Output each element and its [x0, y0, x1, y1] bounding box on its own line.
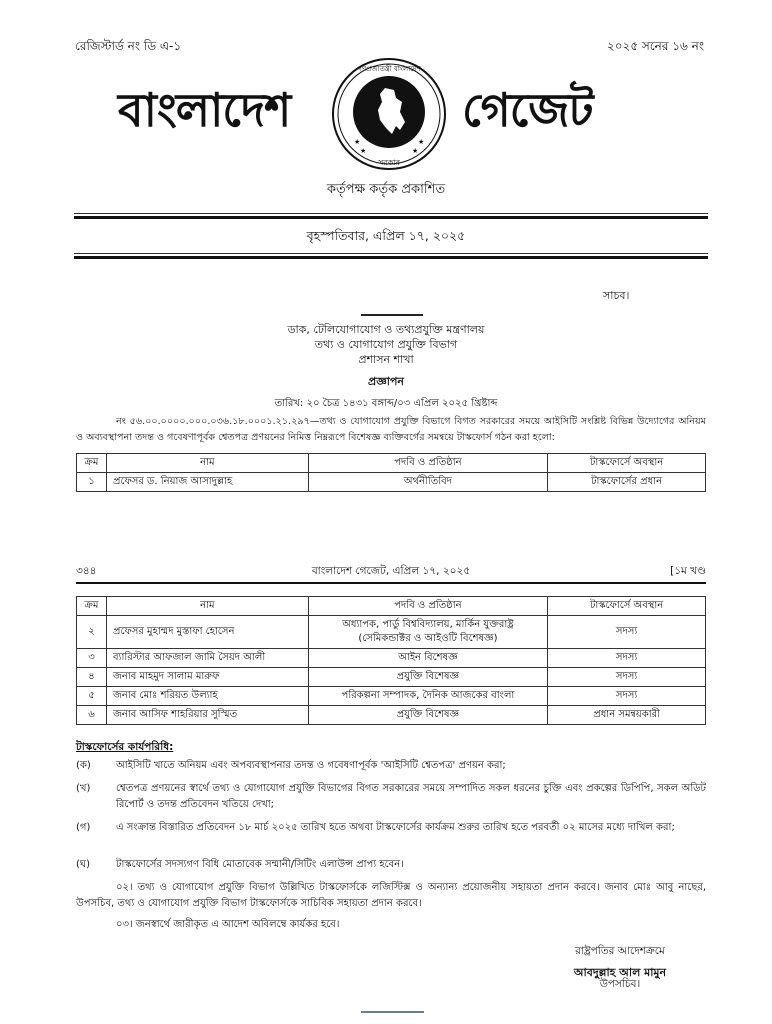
taskforce-table-part1	[76, 453, 706, 492]
notice-type: প্রজ্ঞাপন	[368, 375, 404, 388]
svg-text:★: ★	[412, 147, 419, 155]
row-serial: ৬	[77, 706, 107, 725]
tor-item	[76, 758, 706, 774]
signatory-title: উপসচিব।	[599, 978, 641, 990]
table-header-row	[77, 597, 706, 616]
header-name: নাম	[106, 454, 308, 473]
notice-body	[76, 414, 706, 446]
ministry-name: ডাক, টেলিযোগাযোগ ও তথ্যপ্রযুক্তি মন্ত্রণালয়	[287, 323, 485, 336]
running-header-rule	[76, 582, 706, 584]
previous-text-fragment: সাচব।	[603, 289, 630, 302]
row-position: সদস্য	[548, 649, 706, 668]
row-name: প্রফেসর ড. নিয়াজ আসাদুল্লাহ	[106, 473, 308, 492]
row-position: টাস্কফোর্সের প্রধান	[548, 473, 706, 492]
tor-item-text: আইসিটি খাতে অনিয়ম এবং অপব্যবস্থাপনার তদন্ত ও গবেষণাপূর্বক 'আইসিটি শ্বেতপত্র' প্রণয়ন করা;	[116, 760, 506, 771]
header-position: টাস্কফোর্সে অবস্থান	[548, 454, 706, 473]
seal-text-bottom: সরকার	[377, 158, 401, 167]
tor-item-text: টাস্কফোর্সের সদস্যগণ বিধি মোতাবেক সম্মানী/সিটিং এলাউন্স প্রাপ্য হবেন।	[116, 859, 404, 870]
row-serial: ৫	[77, 687, 107, 706]
table-row	[77, 687, 706, 706]
row-designation: প্রযুক্তি বিশেষজ্ঞ	[308, 706, 548, 725]
header-position: টাস্কফোর্সে অবস্থান	[548, 597, 706, 616]
svg-text:★: ★	[354, 138, 361, 146]
tor-item-label: (গ)	[76, 822, 91, 833]
paragraph-02-text: ০২। তথ্য ও যোগাযোগ প্রযুক্তি বিভাগ উল্লিখিত টাস্কফোর্সকে লজিস্টিক্স ও অন্যান্য প্রয়োজনীয় সহায়তা প্রদান করবে। জনাব মোঃ আবু নাছের, উপসচিব, তথ্য ও যোগাযোগ প্রযুক্তি বিভাগ টাস্কফোর্সকে সাচিবিক সহায়তা প্রদান করবে।	[76, 882, 706, 909]
row-designation-line1: অধ্যাপক, পার্ডু বিশ্ববিদ্যালয়, মার্কিন যুক্তরাষ্ট্র	[342, 619, 514, 630]
header-rule-thick	[74, 216, 708, 219]
gazette-title-right: গেজেট	[462, 83, 593, 137]
table-row	[77, 649, 706, 668]
header-designation: পদবি ও প্রতিষ্ঠান	[308, 597, 548, 616]
scroll-indicator[interactable]	[361, 1011, 424, 1013]
row-name: জনাব আসিফ শাহরিয়ার সুস্মিত	[106, 706, 308, 725]
table-header-row	[77, 454, 706, 473]
publisher-line: কর্তৃপক্ষ কর্তৃক প্রকাশিত	[326, 182, 446, 197]
table-row	[77, 668, 706, 687]
svg-text:★: ★	[418, 138, 425, 146]
header-rule-thin	[74, 213, 708, 214]
signature-order-line: রাষ্ট্রপতির আদেশক্রমে	[575, 945, 665, 957]
running-title: বাংলাদেশ গেজেট, এপ্রিল ১৭, ২০২৫	[311, 565, 471, 577]
notice-body-text: —তথ্য ও যোগাযোগ প্রযুক্তি বিভাগে বিগত সরকারের সময়ে আইসিটি সংশ্লিষ্ট বিভিন্ন উদ্যোগের অনিয়ম ও অব্যবস্থাপনা তদন্ত ও গবেষণাপূর্বক শ্বেতপত্র প্রণয়নের নিমিত্ত নিম্নরূপে বিশেষজ্ঞ ব্যক্তিবর্গের সমন্বয়ে টাস্কফোর্স গঠন করা হলো:	[76, 416, 706, 443]
tor-item-text: শ্বেতপত্র প্রণয়নের স্বার্থে তথ্য ও যোগাযোগ প্রযুক্তি বিভাগের বিগত সরকারের সময়ে সম্পাদিত সকল ধরনের চুক্তি এবং প্রকল্পের ডিপিপি, সকল অডিট রিপোর্ট ও তদন্ত প্রতিবেদন খতিয়ে দেখা;	[116, 783, 706, 810]
notice-date: তারিখ: ২০ চৈত্র ১৪৩১ বঙ্গাব্দ/০৩ এপ্রিল ২০২৫ খ্রিষ্টাব্দ	[274, 398, 498, 409]
svg-text:★: ★	[360, 147, 367, 155]
separator-rule	[361, 314, 423, 316]
row-name: ব্যারিস্টার আফজাল জামি সৈয়দ আলী	[106, 649, 308, 668]
row-position: সদস্য	[548, 616, 706, 649]
signatory-name: আবদুল্লাহ আল মামুন	[573, 966, 667, 979]
tor-item	[76, 857, 706, 873]
tor-item	[76, 820, 706, 836]
tor-item	[76, 781, 706, 813]
row-serial: ৪	[77, 668, 107, 687]
reference-number: নং ৫৬.০০.০০০০.০০০.০৩৬.১৮.০০০১.২১.২৯৭	[116, 416, 310, 427]
tor-item-label: (ক)	[76, 760, 91, 771]
row-designation	[308, 616, 548, 649]
tor-item-text: এ সংক্রান্ত বিস্তারিত প্রতিবেদন ১৮ মার্চ ২০২৫ তারিখ হতে অথবা টাস্কফোর্সের কার্যক্রম শুরুর তারিখ হতে পরবর্তী ০২ মাসের মধ্যে দাখিল করা;	[116, 822, 675, 833]
taskforce-table-part2	[76, 596, 706, 725]
header-serial: ক্রম	[77, 454, 107, 473]
header-serial: ক্রম	[77, 597, 107, 616]
row-position: সদস্য	[548, 668, 706, 687]
row-designation: অর্থনীতিবিদ	[308, 473, 548, 492]
seal-text-top: গণপ্রজাতন্ত্রী বাংলাদেশ	[357, 65, 421, 73]
header-name: নাম	[106, 597, 308, 616]
row-position: প্রধান সমন্বয়কারী	[548, 706, 706, 725]
table-row	[77, 473, 706, 492]
row-name: জনাব মাহমুদ সালাম মারুফ	[106, 668, 308, 687]
row-serial: ৩	[77, 649, 107, 668]
paragraph-03	[76, 917, 706, 933]
row-serial: ২	[77, 616, 107, 649]
paragraph-03-text: ০৩। জনস্বার্থে জারীকৃত এ আদেশ অবিলম্বে কার্যকর হবে।	[116, 919, 340, 930]
terms-of-reference-heading: টাস্কফোর্সের কার্যপরিধি:	[76, 741, 174, 753]
header-designation: পদবি ও প্রতিষ্ঠান	[308, 454, 548, 473]
table-row	[77, 706, 706, 725]
publication-date: বৃহস্পতিবার, এপ্রিল ১৭, ২০২৫	[306, 228, 466, 243]
row-name: প্রফেসর মুহাম্মদ মুস্তাফা হোসেন	[106, 616, 308, 649]
row-serial: ১	[77, 473, 107, 492]
row-designation: আইন বিশেষজ্ঞ	[308, 649, 548, 668]
row-position: সদস্য	[548, 687, 706, 706]
tor-item-label: (ঘ)	[76, 859, 90, 870]
branch-name: প্রশাসন শাখা	[358, 353, 414, 366]
page-number: ৩৪৪	[76, 565, 97, 577]
division-name: তথ্য ও যোগাযোগ প্রযুক্তি বিভাগ	[314, 338, 458, 351]
row-designation: পরিকল্পনা সম্পাদক, দৈনিক আজকের বাংলা	[308, 687, 548, 706]
gazette-title-left: বাংলাদেশ	[118, 83, 291, 137]
issue-number: ২০২৫ সনের ১৬ নং	[606, 39, 704, 53]
date-rule-thick	[74, 256, 708, 259]
registered-number: রেজিস্টার্ড নং ডি এ-১	[75, 39, 182, 53]
row-name: জনাব মোঃ শরিয়ত উল্যাহ	[106, 687, 308, 706]
part-label: [১ম খণ্ড	[670, 565, 706, 577]
date-rule-thin	[74, 253, 708, 254]
row-designation: প্রযুক্তি বিশেষজ্ঞ	[308, 668, 548, 687]
paragraph-02	[76, 880, 706, 912]
row-designation-line2: (সেমিকন্ডাক্টর ও আইওটি বিশেষজ্ঞ)	[358, 633, 498, 644]
table-row	[77, 616, 706, 649]
tor-item-label: (খ)	[76, 783, 91, 794]
government-seal-logo	[330, 56, 448, 172]
